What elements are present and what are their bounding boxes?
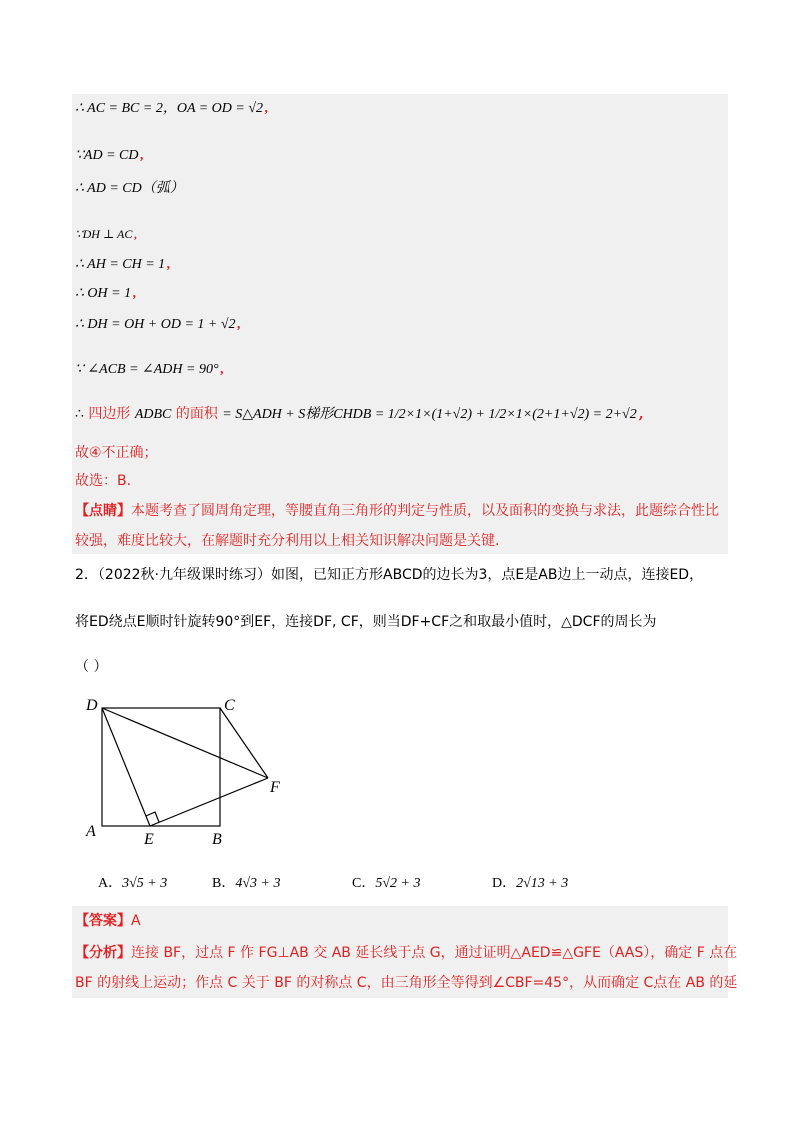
solution-line-6: ∴ OH = 1 , [75, 286, 137, 301]
label-f: F [270, 779, 280, 796]
area-formula: = S△ADH + S梯形CHDB = 1/2×1×(1+√2) + 1/2×1×(2+1+√2) = 2+√2 [222, 407, 637, 422]
comment-line-1: 【点睛】本题考查了圆周角定理，等腰直角三角形的判定与性质，以及面积的变换与求法，此题综合性比 [75, 503, 719, 519]
option-d[interactable]: D．2√13 + 3 [492, 876, 569, 891]
label-c: C [224, 697, 235, 714]
problem-line-2: 将ED绕点E顺时针旋转90°到EF，连接DF, CF，则当DF+CF之和取最小值时，△DCF的周长为 [75, 614, 657, 630]
answer-line: 【答案】A [75, 913, 141, 929]
solution-line-2: ∵AD = CD , [75, 148, 144, 163]
segment-df [102, 708, 268, 778]
square-abcd [102, 708, 220, 826]
solution-line-4: ∵DH ⊥ AC , [75, 227, 138, 241]
solution-line-5: ∴ AH = CH = 1 , [75, 257, 171, 272]
solution-line-3: ∴ AD = CD（弧） [75, 181, 184, 196]
option-a[interactable]: A．3√5 + 3 [98, 876, 168, 891]
solution-line-1: ∴ AC = BC = 2，OA = OD = √2 , [75, 101, 269, 116]
area-line: ∴ 四边形 ADBC 的面积 = S△ADH + S梯形CHDB = 1/2×1×(1+√2) + 1/2×1×(2+1+√2) = 2+√2 , [75, 406, 644, 422]
segment-ef [150, 778, 268, 826]
label-d: D [86, 697, 98, 714]
option-b[interactable]: B．4√3 + 3 [212, 876, 281, 891]
problem-line-1: 2．（2022秋·九年级课时练习）如图，已知正方形ABCD的边长为3，点E是AB边上一动点，连接ED， [75, 567, 704, 583]
label-a: A [86, 823, 96, 840]
choice: 故选：B. [75, 473, 132, 489]
conclusion: 故④不正确； [75, 445, 158, 461]
label-b: B [212, 831, 222, 848]
comment-line-2: 较强，难度比较大，在解题时充分利用以上相关知识解决问题是关键. [75, 533, 500, 549]
problem-paren: （ ） [75, 659, 108, 675]
option-c[interactable]: C．5√2 + 3 [352, 876, 421, 891]
geometry-figure [80, 692, 310, 852]
analysis-line-1: 【分析】连接 BF，过点 F 作 FG⊥AB 交 AB 延长线于点 G，通过证明△AED≌△GFE（AAS），确定 F 点在 [75, 945, 738, 961]
label-e: E [144, 831, 154, 848]
solution-line-8: ∵ ∠ACB = ∠ADH = 90° , [75, 362, 225, 377]
solution-line-7: ∴ DH = OH + OD = 1 + √2 , [75, 317, 242, 332]
analysis-line-2: BF 的射线上运动；作点 C 关于 BF 的对称点 C，由三角形全等得到∠CBF=45°，从而确定 C点在 AB 的延 [75, 975, 738, 991]
